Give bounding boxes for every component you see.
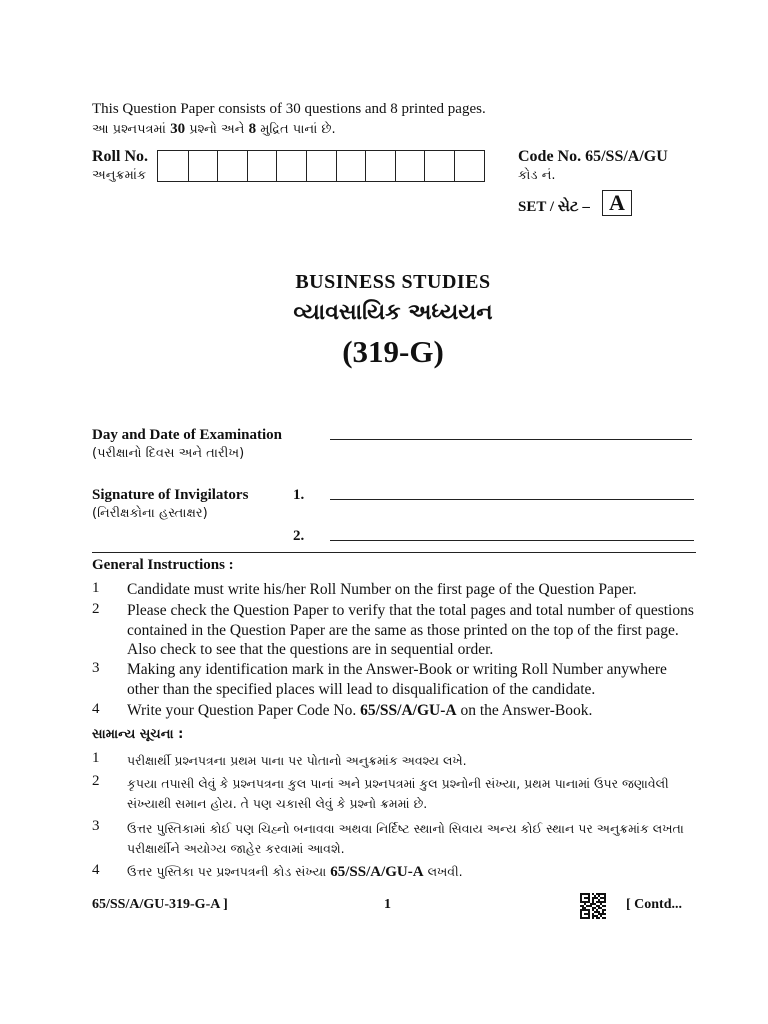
gujarati-instruction-number: 3 [92, 818, 100, 834]
pages-info-gu-suffix: મુદ્રિત પાનાં છે. [260, 122, 336, 137]
gujarati-instruction-number: 1 [92, 750, 100, 766]
set-value-box: A [602, 190, 632, 216]
roll-number-box[interactable] [336, 151, 366, 181]
gujarati-instructions-heading: સામાન્ય સૂચના : [92, 727, 184, 742]
signature-label: Signature of Invigilators [92, 487, 249, 503]
set-label: SET / સેટ – [518, 199, 590, 215]
roll-number-boxes[interactable] [157, 150, 485, 182]
gujarati-instruction-text [127, 862, 697, 883]
instruction-number: 3 [92, 660, 100, 676]
gujarati-instruction-4-prefix: ઉત્તર પુસ્તિકા પર પ્રશ્નપત્રની કોડ સંખ્યા [127, 864, 327, 879]
pages-info-gu-pages: 8 [248, 121, 257, 137]
roll-label-gujarati: અનુક્રમાંક [92, 168, 147, 183]
roll-number-box[interactable] [247, 151, 277, 181]
subject-title-gujarati: વ્યાવસાયિક અધ્યયન [293, 300, 493, 325]
instruction-text: Candidate must write his/her Roll Number on the first page of the Question Paper. [127, 581, 637, 598]
section-divider [92, 552, 696, 553]
subject-title: BUSINESS STUDIES [295, 271, 491, 293]
instruction-text: Making any identification mark in the Answer-Book or writing Roll Number anywhere other than the specified places will lead to disqualification of the candidate. [127, 661, 667, 698]
pages-info-gujarati [92, 121, 336, 138]
page-number: 1 [384, 897, 391, 912]
roll-number-box[interactable] [424, 151, 454, 181]
roll-number-box[interactable] [158, 151, 188, 181]
contd-label: [ Contd... [626, 897, 683, 912]
signature-label-gujarati: (નિરીક્ષકોના હસ્તાક્ષર) [92, 506, 208, 521]
instruction-number: 1 [92, 580, 100, 596]
roll-number-box[interactable] [217, 151, 247, 181]
pages-info: This Question Paper consists of 30 questions and 8 printed pages. [92, 101, 486, 117]
roll-number-box[interactable] [188, 151, 218, 181]
gujarati-instruction-number: 4 [92, 862, 100, 878]
signature-line-1[interactable] [330, 499, 694, 500]
instruction-text [127, 701, 697, 721]
pages-info-gu-mid: પ્રશ્નો અને [189, 122, 245, 137]
pages-info-gu-prefix: આ પ્રશ્નપત્રમાં [92, 122, 166, 137]
roll-number-box[interactable] [454, 151, 484, 181]
instruction-text: Please check the Question Paper to verify that the total pages and total number of questions contained in the Question Paper are the same as those printed on the top of the first page. Also check to see that the questions are in sequential order. [127, 602, 694, 658]
roll-number-box[interactable] [306, 151, 336, 181]
gujarati-instruction-text: ઉત્તર પુસ્તિકામાં કોઈ પણ ચિહ્નો બનાવવા અથવા નિર્દિષ્ટ સ્થાનો સિવાય અન્ય કોઈ સ્થાન પર અનુક્રમાંક લખતા પરીક્ષાર્થીને અયોગ્ય જાહેર કરવામાં આવશે. [127, 821, 684, 856]
signature-2-number: 2. [293, 528, 305, 544]
subject-code: (319-G) [342, 334, 444, 369]
signature-line-2[interactable] [330, 540, 694, 541]
gujarati-instruction-4-code: 65/SS/A/GU-A [330, 864, 424, 880]
code-label-gujarati: કોડ નં. [518, 168, 556, 183]
date-label: Day and Date of Examination [92, 427, 283, 443]
instruction-4-code: 65/SS/A/GU-A [360, 702, 457, 719]
instruction-4-suffix: on the Answer-Book. [460, 702, 593, 719]
date-label-gujarati: (પરીક્ષાનો દિવસ અને તારીખ) [92, 446, 245, 461]
gujarati-instruction-4-suffix: લખવી. [427, 864, 463, 879]
signature-1-number: 1. [293, 487, 305, 503]
code-label: Code No. 65/SS/A/GU [518, 148, 668, 165]
instruction-number: 2 [92, 601, 100, 617]
pages-info-gu-questions: 30 [170, 121, 186, 137]
instruction-number: 4 [92, 701, 100, 717]
gujarati-instruction-text: પરીક્ષાર્થી પ્રશ્નપત્રના પ્રથમ પાના પર પોતાનો અનુક્રમાંક અવશ્ય લખે. [127, 753, 467, 768]
gujarati-instruction-number: 2 [92, 773, 100, 789]
roll-number-box[interactable] [365, 151, 395, 181]
roll-number-box[interactable] [395, 151, 425, 181]
instruction-4-prefix: Write your Question Paper Code No. [127, 702, 357, 719]
footer-code: 65/SS/A/GU-319-G-A ] [92, 897, 228, 912]
roll-label: Roll No. [92, 148, 148, 165]
date-line[interactable] [330, 439, 692, 440]
roll-number-box[interactable] [276, 151, 306, 181]
qr-code-icon [580, 893, 606, 919]
gujarati-instruction-text: કૃપયા તપાસી લેવું કે પ્રશ્નપત્રના કુલ પાનાં અને પ્રશ્નપત્રમાં કુલ પ્રશ્નોની સંખ્યા, પ્રથમ પાનામાં ઉપર જણાવેલી સંખ્યાથી સમાન હોય. તે પણ ચકાસી લેવું કે પ્રશ્નો ક્રમમાં છે. [127, 776, 669, 811]
general-instructions-heading: General Instructions : [92, 557, 234, 573]
